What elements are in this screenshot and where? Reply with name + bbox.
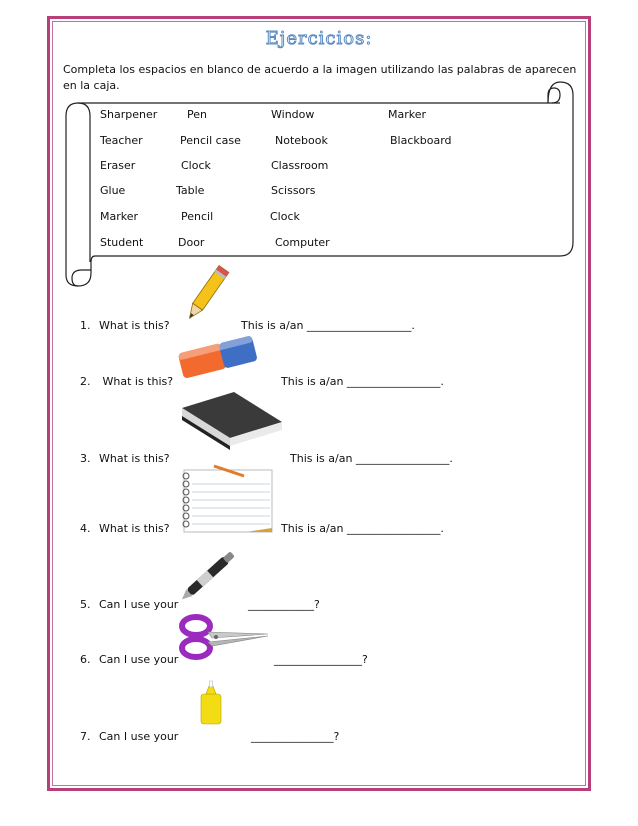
eraser-icon xyxy=(174,330,262,385)
question-prompt: What is this? xyxy=(99,522,170,535)
answer-blank: This is a/an _________________. xyxy=(290,452,453,465)
word-item: Clock xyxy=(181,159,211,172)
word-item: Door xyxy=(178,236,205,249)
word-item: Pencil xyxy=(181,210,214,223)
question-number: 3. xyxy=(80,452,91,465)
question-prompt: What is this? xyxy=(99,375,174,388)
word-item: Student xyxy=(100,236,144,249)
word-item: Table xyxy=(176,184,205,197)
answer-blank: ____________? xyxy=(248,598,320,611)
page-title: Ejercicios: xyxy=(265,28,373,49)
answer-blank: ________________? xyxy=(274,653,368,666)
answer-blank: _______________? xyxy=(251,730,340,743)
pencil-icon xyxy=(172,262,242,328)
question-number: 1. xyxy=(80,319,91,332)
word-item: Notebook xyxy=(275,134,328,147)
word-item: Pen xyxy=(187,108,207,121)
question-number: 5. xyxy=(80,598,91,611)
question-prompt: Can I use your xyxy=(99,653,179,666)
instruction-text: Completa los espacios en blanco de acuerdo a la imagen utilizando las palabras de aparecen en la caja. xyxy=(63,63,577,92)
word-item: Pencil case xyxy=(180,134,241,147)
answer-blank: This is a/an _________________. xyxy=(281,522,444,535)
glue-icon xyxy=(196,680,226,726)
word-item: Eraser xyxy=(100,159,136,172)
answer-blank: This is a/an ___________________. xyxy=(241,319,415,332)
question-number: 7. xyxy=(80,730,91,743)
word-item: Classroom xyxy=(271,159,329,172)
question-prompt: What is this? xyxy=(99,319,170,332)
word-item: Marker xyxy=(388,108,427,121)
word-item: Scissors xyxy=(271,184,316,197)
scissors-icon xyxy=(172,612,272,662)
word-item: Blackboard xyxy=(390,134,452,147)
word-item: Clock xyxy=(270,210,300,223)
word-item: Marker xyxy=(100,210,139,223)
question-prompt: What is this? xyxy=(99,452,170,465)
question-prompt: Can I use your xyxy=(99,730,179,743)
question-number: 2. xyxy=(80,375,91,388)
book-icon xyxy=(172,388,287,454)
word-item: Glue xyxy=(100,184,126,197)
answer-blank: This is a/an _________________. xyxy=(281,375,444,388)
question-number: 4. xyxy=(80,522,91,535)
word-item: Sharpener xyxy=(100,108,158,121)
question-prompt: Can I use your xyxy=(99,598,179,611)
word-item: Teacher xyxy=(100,134,143,147)
word-item: Computer xyxy=(275,236,330,249)
word-item: Window xyxy=(271,108,315,121)
question-number: 6. xyxy=(80,653,91,666)
notebook-icon xyxy=(174,462,274,534)
pen-icon xyxy=(176,538,248,608)
